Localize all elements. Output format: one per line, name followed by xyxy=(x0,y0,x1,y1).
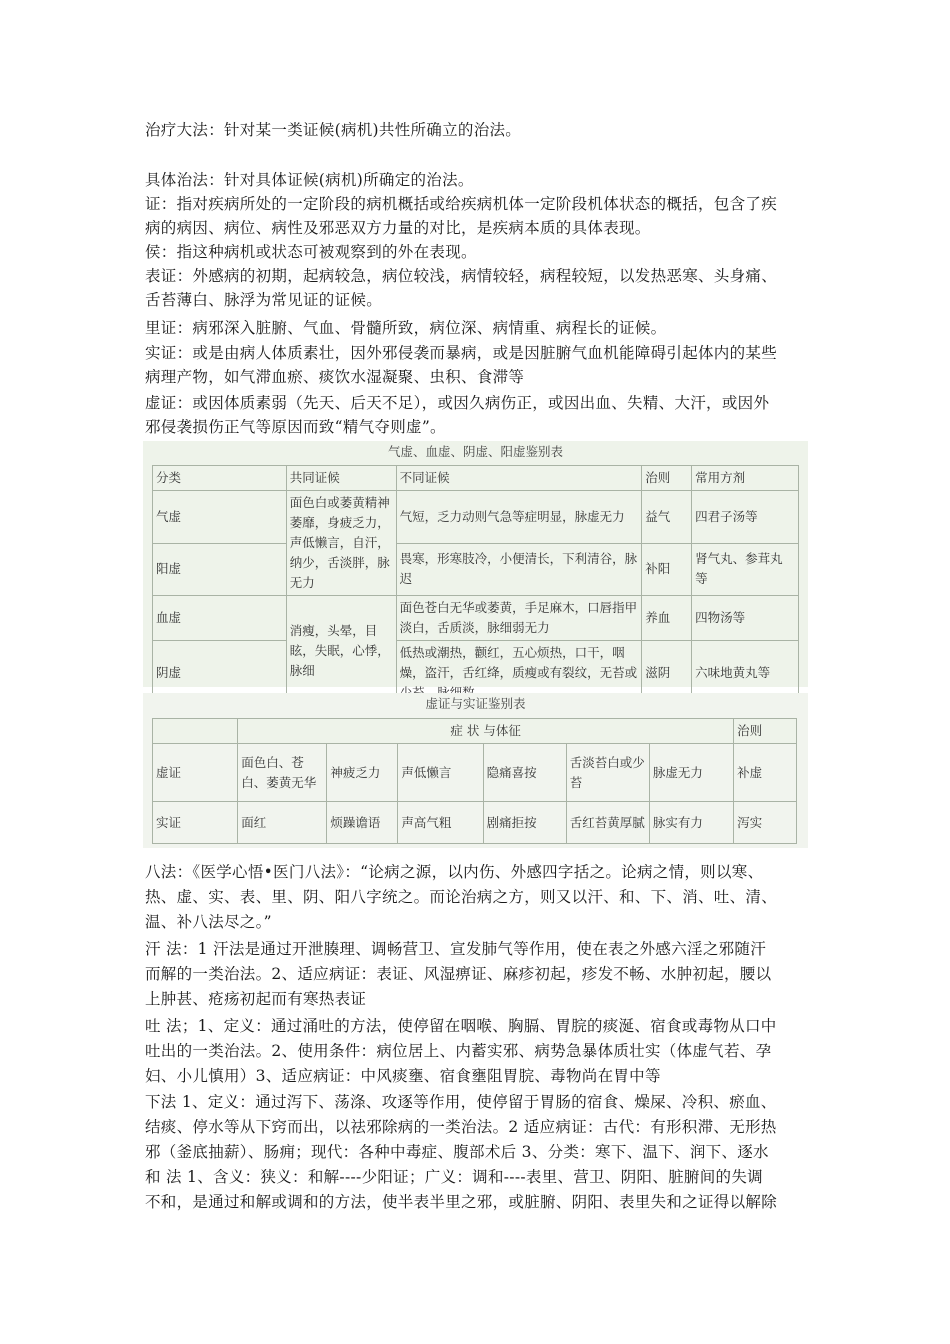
table2-header-blank xyxy=(153,719,238,744)
table1-header-cell: 不同证候 xyxy=(396,466,642,491)
table1-type-cell: 阴虚 xyxy=(153,641,287,706)
table2-symptom-cell: 舌淡苔白或少苔 xyxy=(566,744,649,802)
table1-diff-cell: 低热或潮热，颧红，五心烦热，口干，咽燥，盗汗，舌红绛，质瘦或有裂纹，无苔或 xyxy=(396,641,642,706)
table2-symptom-cell: 烦躁谵语 xyxy=(327,802,398,844)
table-row xyxy=(153,596,799,641)
table2-symptom-cell: 隐痛喜按 xyxy=(483,744,566,802)
paragraph-eight-methods-line2: 热、虚、实、表、里、阴、阳八字统之。而论治病之方，则又以汗、和、下、消、吐、清、 xyxy=(145,888,778,906)
table1-type-cell: 阳虚 xyxy=(153,543,287,596)
table1-diff-cell: 气短，乏力动则气急等症明显，脉虚无力 xyxy=(396,491,642,544)
table-row xyxy=(153,744,797,802)
table1-rule-cell: 滋阴 xyxy=(642,641,692,706)
paragraph-vomit-line3: 妇、小儿慎用）3、适应病证：中风痰壅、宿食壅阻胃脘、毒物尚在胃中等 xyxy=(145,1067,661,1085)
paragraph-deficiency-line2: 邪侵袭损伤正气等原因而致“精气夺则虚”。 xyxy=(145,418,446,436)
table1-grid xyxy=(152,465,799,706)
paragraph-syndrome-line2: 病的病因、病位、病性及邪恶双方力量的对比，是疾病本质的具体表现。 xyxy=(145,219,651,237)
paragraph-specific-treatment: 具体治法：针对具体证候(病机)所确定的治法。 xyxy=(145,171,474,189)
table1-rule-cell: 养血 xyxy=(642,596,692,641)
paragraph-purge-line2: 结痰、停水等从下窍而出，以祛邪除病的一类治法。2 适应病证：古代：有形积滞、无形热 xyxy=(145,1118,777,1136)
table-row xyxy=(153,802,797,844)
table2-caption: 虚证与实证鉴别表 xyxy=(425,696,526,711)
table1-formula-cell: 肾气丸、参茸丸等 xyxy=(692,543,799,596)
table2-symptom-cell: 神疲乏力 xyxy=(327,744,398,802)
paragraph-harmonize-line1: 和 法 1、含义：狭义：和解----少阳证；广义：调和----表里、营卫、阴阳、脏腑间的失调 xyxy=(145,1168,763,1186)
table1-header-cell: 治则 xyxy=(642,466,692,491)
table2-symptom-cell: 面红 xyxy=(238,802,327,844)
paragraph-deficiency-line1: 虚证：或因体质素弱（先天、后天不足），或因久病伤正，或因出血、失精、大汗，或因外 xyxy=(145,394,770,412)
paragraph-vomit-line1: 吐 法；1、定义：通过涌吐的方法，使停留在咽喉、胸膈、胃脘的痰涎、宿食或毒物从口中 xyxy=(145,1017,777,1035)
table2-symptom-cell: 舌红苔黄厚腻 xyxy=(566,802,649,844)
table1-formula-cell: 六味地黄丸等 xyxy=(692,641,799,706)
table1-formula-cell: 四君子汤等 xyxy=(692,491,799,544)
table1-header-cell: 共同证候 xyxy=(286,466,396,491)
table1-rule-cell: 补阳 xyxy=(642,543,692,596)
paragraph-sweat-line3: 上肿甚、疮疡初起而有寒热表证 xyxy=(145,990,367,1008)
paragraph-sign: 侯：指这种病机或状态可被观察到的外在表现。 xyxy=(145,243,477,261)
table1-header-row xyxy=(153,466,799,491)
table2-type-cell: 实证 xyxy=(153,802,238,844)
paragraph-exterior-line1: 表证：外感病的初期，起病较急，病位较浅，病情较轻，病程较短，以发热恶寒、头身痛、 xyxy=(145,267,778,285)
table1-formula-cell: 四物汤等 xyxy=(692,596,799,641)
table2-header-row xyxy=(153,719,797,744)
paragraph-treatment-principle: 治疗大法：针对某一类证候(病机)共性所确立的治法。 xyxy=(145,121,522,139)
table2-symptom-cell: 剧痛拒按 xyxy=(483,802,566,844)
paragraph-harmonize-line2: 不和，是通过和解或调和的方法，使半表半里之邪，或脏腑、阴阳、表里失和之证得以解除 xyxy=(145,1193,778,1211)
table1-type-cell: 血虚 xyxy=(153,596,287,641)
paragraph-interior: 里证：病邪深入脏腑、气血、骨髓所致，病位深、病情重、病程长的证候。 xyxy=(145,319,667,337)
table1-type-cell: 气虚 xyxy=(153,491,287,544)
paragraph-purge-line3: 邪（釜底抽薪）、肠痈；现代：各种中毒症、腹部术后 3、分类：寒下、温下、润下、逐水 xyxy=(145,1143,769,1161)
table2-grid xyxy=(152,718,797,844)
table2-symptom-cell: 声低懒言 xyxy=(398,744,483,802)
paragraph-excess-line2: 病理产物，如气滞血瘀、痰饮水湿凝聚、虫积、食滞等 xyxy=(145,368,525,386)
table-qi-blood-yin-yang xyxy=(143,441,808,687)
paragraph-exterior-line2: 舌苔薄白、脉浮为常见证的证候。 xyxy=(145,291,383,309)
table1-header-cell: 常用方剂 xyxy=(692,466,799,491)
paragraph-sweat-line2: 而解的一类治法。2、适应病证：表证、风湿痹证、麻疹初起，疹发不畅、水肿初起，腰以 xyxy=(145,965,772,983)
table2-symptom-cell: 声高气粗 xyxy=(398,802,483,844)
paragraph-purge-line1: 下法 1、定义：通过泻下、荡涤、攻逐等作用，使停留于胃肠的宿食、燥屎、冷积、瘀血、 xyxy=(145,1093,777,1111)
paragraph-eight-methods-line3: 温、补八法尽之。” xyxy=(145,913,272,931)
paragraph-excess-line1: 实证：或是由病人体质素壮，因外邪侵袭而暴病，或是因脏腑气血机能障碍引起体内的某些 xyxy=(145,344,778,362)
table1-diff-cell: 畏寒，形寒肢冷，小便清长，下利清谷，脉迟 xyxy=(396,543,642,596)
table1-header-cell: 分类 xyxy=(153,466,287,491)
table1-diff-cell: 面色苍白无华或萎黄，手足麻木，口唇指甲淡白，舌质淡，脉细弱无力 xyxy=(396,596,642,641)
table1-common-cell: 面色白或萎黄精神萎靡，身疲乏力，声低懒言，自汗，纳少，舌淡胖，脉无力 xyxy=(286,491,396,596)
table1-common-cell: 消瘦，头晕，目眩，失眠，心悸，脉细 xyxy=(286,596,396,706)
paragraph-syndrome-line1: 证：指对疾病所处的一定阶段的病机概括或给疾病机体一定阶段机体状态的概括，包含了疾 xyxy=(145,195,778,213)
table2-rule-cell: 泻实 xyxy=(734,802,797,844)
table1-rule-cell: 益气 xyxy=(642,491,692,544)
table-row xyxy=(153,543,799,596)
table-deficiency-excess xyxy=(143,693,808,848)
table-row xyxy=(153,491,799,544)
table2-symptom-cell: 脉虚无力 xyxy=(649,744,733,802)
table2-type-cell: 虚证 xyxy=(153,744,238,802)
table1-caption: 气虚、血虚、阴虚、阳虚鉴别表 xyxy=(387,444,563,459)
paragraph-eight-methods-line1: 八法：《医学心悟•医门八法》：“论病之源，以内伤、外感四字括之。论病之情，则以寒、 xyxy=(145,863,764,881)
paragraph-sweat-line1: 汗 法：1 汗法是通过开泄腠理、调畅营卫、宣发肺气等作用，使在表之外感六淫之邪随汗 xyxy=(145,940,767,958)
table2-header-rule: 治则 xyxy=(734,719,797,744)
paragraph-vomit-line2: 吐出的一类治法。2、使用条件：病位居上、内蓄实邪、病势急暴体质壮实（体虚气若、孕 xyxy=(145,1042,772,1060)
table2-symptom-cell: 面色白、苍白、萎黄无华 xyxy=(238,744,327,802)
table2-header-symptoms: 症 状 与体征 xyxy=(238,719,734,744)
table2-rule-cell: 补虚 xyxy=(734,744,797,802)
table2-symptom-cell: 脉实有力 xyxy=(649,802,733,844)
